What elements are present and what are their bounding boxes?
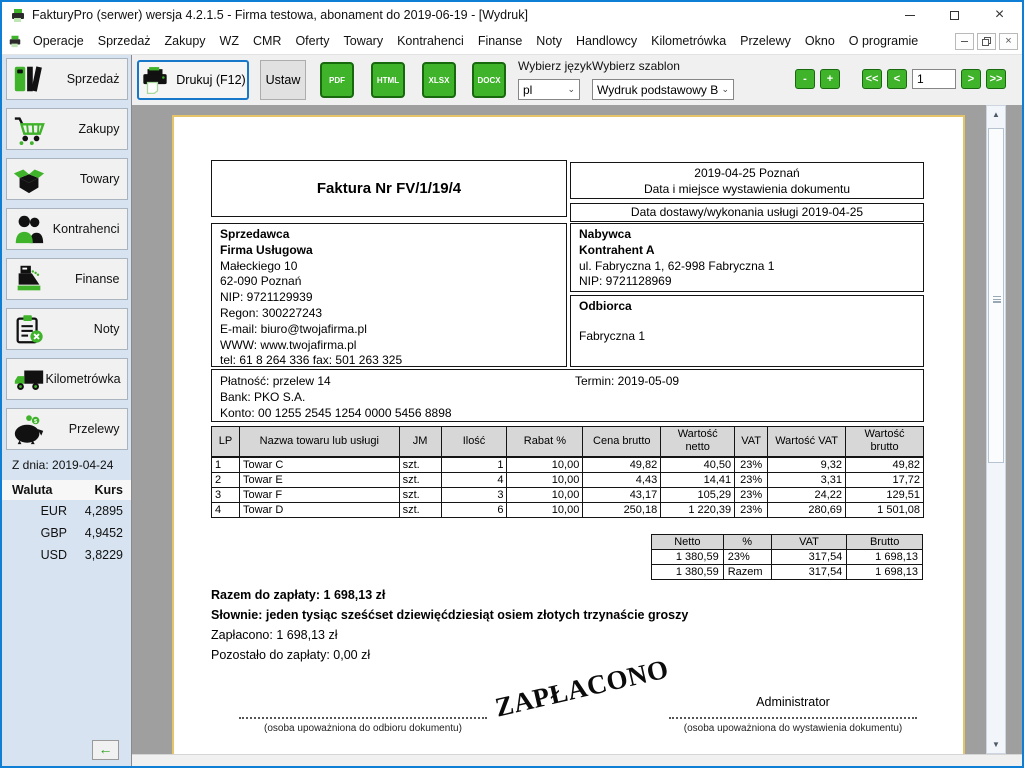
seller-line: Małeckiego 10 (220, 258, 298, 273)
menu-handlowcy[interactable]: Handlowcy (576, 34, 638, 48)
seller-header: Sprzedawca (220, 227, 290, 241)
menu-oferty[interactable]: Oferty (295, 34, 330, 48)
print-button-label: Drukuj (F12) (176, 73, 246, 87)
col-vat: VAT (771, 535, 847, 550)
invoice-items-table (211, 426, 924, 518)
issuer-signature-caption: (osoba upoważniona do wystawienia dokumentu) (683, 723, 903, 734)
col-discount: Rabat % (507, 427, 583, 457)
menu-wz[interactable]: WZ (219, 34, 239, 48)
vat-totals-table (651, 534, 923, 580)
mdi-close-button[interactable]: × (999, 33, 1018, 50)
template-label: Wybierz szablon (592, 59, 680, 73)
total-due: Razem do zapłaty: 1 698,13 zł (211, 588, 386, 602)
books-icon (12, 62, 46, 96)
print-preview-area (132, 105, 1022, 754)
currency-rates-panel (2, 458, 131, 566)
note-icon (12, 312, 46, 346)
sidebar-item-label: Zakupy (78, 122, 120, 136)
print-button[interactable] (137, 60, 249, 100)
app-logo-icon (10, 7, 26, 23)
status-bar (132, 754, 1022, 766)
payment-bank: Bank: PKO S.A. (220, 390, 306, 404)
seller-line: WWW: www.twojafirma.pl (220, 337, 357, 352)
buyer-line: NIP: 9721128969 (579, 274, 672, 289)
item-row: 4 Towar D szt. 6 10,00 250,18 1 220,39 23% 280,69 1 501,08 (212, 502, 924, 517)
item-row: 2 Towar E szt. 4 10,00 4,43 14,41 23% 3,31 17,72 (212, 472, 924, 487)
invoice-number-box: Faktura Nr FV/1/19/4 (211, 160, 567, 217)
maximize-button[interactable] (932, 2, 977, 28)
menu-finanse[interactable]: Finanse (477, 34, 523, 48)
sidebar-item-noty[interactable] (6, 308, 128, 350)
truck-icon (12, 362, 46, 396)
seller-line: NIP: 9721129939 (220, 290, 313, 305)
buyer-name: Kontrahent A (579, 242, 655, 257)
receiver-box (570, 295, 924, 367)
sidebar-item-sprzedaz[interactable] (6, 58, 128, 100)
amount-in-words: Słownie: jeden tysiąc sześćset dziewięćdziesiąt osiem złotych trzynaście groszy (211, 608, 689, 622)
col-net-value: Wartość netto (661, 427, 735, 457)
minimize-button[interactable] (887, 2, 932, 28)
chevron-down-icon: ⌄ (721, 84, 729, 94)
maximize-icon (950, 11, 959, 20)
menu-sprzedaz[interactable]: Sprzedaż (97, 34, 151, 48)
items-header-row (212, 427, 924, 457)
people-icon (12, 212, 46, 246)
payment-term: Termin: 2019-05-09 (575, 374, 680, 388)
sidebar-item-label: Noty (93, 322, 120, 336)
sidebar (2, 55, 132, 766)
prev-page-button[interactable]: < (887, 69, 907, 89)
amount-paid: Zapłacono: 1 698,13 zł (211, 628, 338, 642)
issue-date-box (570, 162, 924, 199)
totals-row: 1 380,59 Razem 317,54 1 698,13 (652, 565, 923, 580)
template-value: Wydruk podstawowy B (597, 82, 719, 97)
buyer-header: Nabywca (579, 227, 632, 241)
menu-noty[interactable]: Noty (536, 34, 562, 48)
sidebar-item-label: Sprzedaż (66, 72, 120, 86)
open-box-icon (12, 162, 46, 196)
rates-date-label: Z dnia: 2019-04-24 (12, 458, 114, 472)
issue-caption: Data i miejsce wystawienia dokumentu (643, 182, 851, 196)
issuer-signature-line (669, 717, 917, 719)
chevron-down-icon: ⌄ (567, 84, 575, 94)
col-netto: Netto (652, 535, 724, 550)
menu-operacje[interactable]: Operacje (33, 34, 84, 48)
rate-currency: USD (40, 548, 67, 562)
menu-przelewy[interactable]: Przelewy (740, 34, 791, 48)
language-label: Wybierz język (518, 59, 592, 73)
close-button[interactable]: × (994, 6, 1005, 23)
rate-value: 4,9452 (84, 526, 123, 540)
rate-row-eur (2, 500, 131, 522)
rate-row-usd (2, 544, 131, 566)
last-page-button[interactable]: >> (986, 69, 1006, 89)
menu-kilometrowka[interactable]: Kilometrówka (651, 34, 727, 48)
sidebar-item-finanse[interactable] (6, 258, 128, 300)
rate-currency: EUR (40, 504, 67, 518)
menu-zakupy[interactable]: Zakupy (164, 34, 206, 48)
cart-icon (12, 112, 46, 146)
col-vat: VAT (735, 427, 768, 457)
cash-register-icon (12, 262, 46, 296)
col-percent: % (723, 535, 771, 550)
col-jm: JM (399, 427, 441, 457)
item-row: 1 Towar C szt. 1 10,00 49,82 40,50 23% 9,32 49,82 (212, 457, 924, 473)
title-bar (2, 2, 1022, 28)
sidebar-item-label: Towary (79, 172, 120, 186)
amount-remaining: Pozostało do zapłaty: 0,00 zł (211, 648, 371, 662)
rate-currency: GBP (40, 526, 67, 540)
payment-method: Płatność: przelew 14 (220, 374, 331, 388)
seller-box (211, 223, 567, 367)
issue-date: 2019-04-25 Poznań (694, 166, 800, 180)
sidebar-item-zakupy[interactable] (6, 108, 128, 150)
piggy-bank-icon (12, 412, 46, 446)
svg-text:$: $ (33, 418, 37, 425)
buyer-line: ul. Fabryczna 1, 62-998 Fabryczna 1 (579, 258, 775, 273)
rates-header-row (2, 480, 131, 500)
col-vat-value: Wartość VAT (768, 427, 846, 457)
export-docx-button[interactable]: DOCX (472, 62, 506, 98)
mdi-minimize-icon (961, 41, 968, 42)
menu-app-icon (8, 34, 22, 48)
invoice-page (172, 115, 965, 754)
seller-line: tel: 61 8 264 336 fax: 501 263 325 (220, 353, 403, 368)
menu-kontrahenci[interactable]: Kontrahenci (397, 34, 464, 48)
rate-value: 3,8229 (84, 548, 123, 562)
rates-col-waluta: Waluta (12, 483, 53, 497)
payment-account: Konto: 00 1255 2545 1254 0000 5456 8898 (220, 406, 452, 420)
vertical-scrollbar[interactable] (986, 105, 1006, 754)
sidebar-item-towary[interactable] (6, 158, 128, 200)
main-content (132, 55, 1022, 766)
receiver-signature-caption: (osoba upoważniona do odbioru dokumentu) (264, 723, 462, 734)
scrollbar-thumb[interactable] (988, 128, 1004, 463)
sidebar-item-label: Kilometrówka (45, 372, 121, 386)
seller-line: E-mail: biuro@twojafirma.pl (220, 321, 367, 336)
issuer-name: Administrator (756, 695, 830, 709)
print-toolbar (132, 55, 1022, 105)
collapse-sidebar-button[interactable]: ← (92, 740, 119, 760)
seller-line: Regon: 300227243 (220, 305, 323, 320)
scroll-down-button[interactable]: ▼ (992, 740, 1000, 749)
sidebar-item-label: Przelewy (68, 422, 120, 436)
item-row: 3 Towar F szt. 3 10,00 43,17 105,29 23% 24,22 129,51 (212, 487, 924, 502)
mdi-restore-icon (982, 37, 991, 46)
first-page-button[interactable]: << (862, 69, 882, 89)
printer-icon (140, 65, 170, 95)
col-gross-value: Wartość brutto (846, 427, 924, 457)
buyer-box (570, 223, 924, 292)
rate-value: 4,2895 (84, 504, 123, 518)
zoom-out-button[interactable]: - (795, 69, 815, 89)
page-number-input[interactable] (912, 69, 956, 89)
payment-summary (211, 585, 688, 665)
sidebar-item-label: Finanse (75, 272, 120, 286)
next-page-button[interactable]: > (961, 69, 981, 89)
col-brutto: Brutto (847, 535, 923, 550)
receiver-signature-line (239, 717, 487, 719)
totals-row: 1 380,59 23% 317,54 1 698,13 (652, 550, 923, 565)
payment-box (211, 369, 924, 422)
menu-okno[interactable]: Okno (804, 34, 835, 48)
sidebar-item-label: Kontrahenci (52, 222, 120, 236)
col-gross-price: Cena brutto (583, 427, 661, 457)
zoom-in-button[interactable]: + (820, 69, 840, 89)
mdi-restore-button[interactable] (977, 33, 996, 50)
delivery-date-box: Data dostawy/wykonania usługi 2019-04-25 (570, 203, 924, 222)
template-select[interactable] (592, 79, 734, 100)
totals-header-row (652, 535, 923, 550)
scrollbar-grip-icon (993, 296, 1001, 303)
rate-row-gbp (2, 522, 131, 544)
menu-o-programie[interactable]: O programie (848, 34, 919, 48)
col-lp: LP (212, 427, 240, 457)
receiver-header: Odbiorca (579, 299, 632, 313)
language-select[interactable] (518, 79, 580, 100)
print-settings-button[interactable]: Ustaw (260, 60, 306, 100)
paid-stamp: ZAPŁACONO (492, 653, 672, 723)
receiver-line: Fabryczna 1 (579, 328, 646, 343)
scroll-up-button[interactable]: ▲ (992, 110, 1000, 119)
page-navigation (795, 69, 1006, 89)
col-qty: Ilość (441, 427, 507, 457)
sidebar-item-przelewy[interactable] (6, 408, 128, 450)
seller-line: 62-090 Poznań (220, 274, 302, 289)
mdi-minimize-button[interactable] (955, 33, 974, 50)
sidebar-item-kontrahenci[interactable] (6, 208, 128, 250)
col-name: Nazwa towaru lub usługi (239, 427, 399, 457)
export-html-button[interactable]: HTML (371, 62, 405, 98)
menu-towary[interactable]: Towary (343, 34, 384, 48)
window-title: FakturyPro (serwer) wersja 4.2.1.5 - Firma testowa, abonament do 2019-06-19 - [Wydruk] (32, 8, 528, 22)
minimize-icon (905, 15, 915, 16)
menu-bar (2, 28, 1022, 55)
export-pdf-button[interactable]: PDF (320, 62, 354, 98)
export-xlsx-button[interactable]: XLSX (422, 62, 456, 98)
seller-name: Firma Usługowa (220, 242, 313, 257)
menu-cmr[interactable]: CMR (252, 34, 282, 48)
sidebar-item-kilometrowka[interactable] (6, 358, 128, 400)
language-value: pl (523, 82, 533, 97)
rates-col-kurs: Kurs (94, 483, 123, 497)
